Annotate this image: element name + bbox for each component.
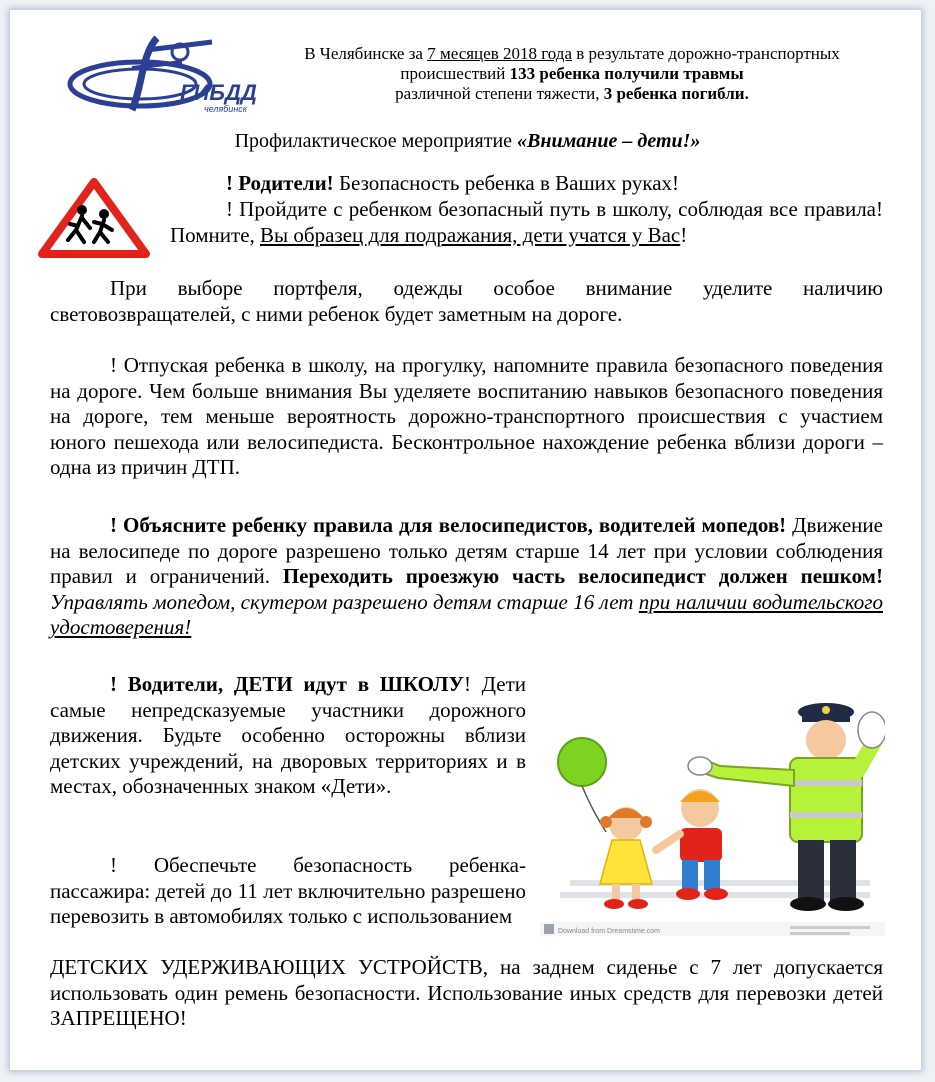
header-text-3: различной степени тяжести, bbox=[395, 84, 604, 103]
route-end: ! bbox=[680, 222, 688, 247]
paragraph-passenger bbox=[50, 853, 526, 930]
paragraph-reflectors bbox=[50, 276, 883, 327]
paragraph-child-seats bbox=[50, 955, 883, 1032]
logo-text: ГИБДД bbox=[180, 80, 257, 105]
passenger-text-1: ! Обеспечьте безопасность ребенка-пассажира: детей до 11 лет включительно разрешено перевозить в автомобилях только с использованием bbox=[50, 853, 526, 929]
route-role-model: Вы образец для подражания, дети учатся у Вас bbox=[260, 222, 681, 247]
drivers-bold: ! Водители, ДЕТИ идут в ШКОЛУ bbox=[110, 672, 464, 696]
header-period: 7 месяцев 2018 года bbox=[427, 44, 572, 63]
passenger-text-2: ДЕТСКИХ УДЕРЖИВАЮЩИХ УСТРОЙСТВ, на заднем сиденье с 7 лет допускается использовать один ремень безопасности. Использование иных средств для перевозки детей ЗАПРЕЩЕНО! bbox=[50, 955, 883, 1031]
parents-bold: ! Родители! bbox=[226, 171, 334, 195]
bike-text-1: Движение на велосипеде по дороге разрешено только детям старше 14 лет при условии соблюдения правил и ограничений. bbox=[50, 513, 883, 589]
drivers-text: ! Дети самые непредсказуемые участники дорожного движения. Будьте особенно осторожны вблизи детских учреждений, на дворовых территориях и в местах, обозначенных знаком «Дети». bbox=[50, 672, 526, 799]
route-text: ! Пройдите с ребенком безопасный путь в школу, соблюдая все правила! Помните, bbox=[170, 197, 883, 247]
traffic-officer-with-children-icon bbox=[540, 700, 885, 945]
logo-subtext: челябинск bbox=[204, 104, 248, 114]
bike-bold-2: Переходить проезжую часть велосипедист должен пешком! bbox=[282, 564, 883, 589]
paragraph-cyclists bbox=[50, 513, 883, 641]
title-plain: Профилактическое мероприятие bbox=[234, 130, 518, 152]
header-injured: 133 ребенка получили травмы bbox=[509, 64, 744, 83]
title-event: «Внимание – дети!» bbox=[517, 130, 701, 152]
header-statistics bbox=[262, 44, 882, 104]
bike-license: при наличии водительского удостоверения! bbox=[50, 589, 883, 640]
gibdd-logo-icon bbox=[62, 28, 262, 114]
bike-bold-1: ! Объясните ребенку правила для велосипедистов, водителей мопедов! bbox=[110, 513, 787, 537]
header-killed: 3 ребенка погибли. bbox=[603, 84, 749, 103]
parents-text: Безопасность ребенка в Ваших руках! bbox=[333, 171, 680, 195]
children-crossing-sign-icon bbox=[38, 178, 150, 258]
illustration-watermark: Download from Dreamstime.com bbox=[558, 928, 660, 935]
header-text-1: В Челябинске за bbox=[304, 44, 428, 63]
paragraph-release-child bbox=[50, 353, 883, 481]
paragraph-safe-route bbox=[170, 197, 883, 248]
paragraph-parents bbox=[226, 171, 886, 197]
header-text-2: в результате дорожно-транспортных происшествий bbox=[400, 44, 840, 83]
release-text: ! Отпуская ребенка в школу, на прогулку, напомните правила безопасного поведения на дороге. Чем больше внимания Вы уделяете воспитанию навыков безопасного поведения на дороге, тем меньше вероятность дорожно-транспортного происшествия с участием юного пешехода или велосипедиста. Бесконтрольное нахождение ребенка вблизи дороги – одна из причин ДТП. bbox=[50, 353, 883, 480]
backpack-text: При выборе портфеля, одежды особое внимание уделите наличию световозвращателей, с ними ребенок будет заметным на дороге. bbox=[50, 276, 883, 326]
paragraph-drivers bbox=[50, 672, 526, 800]
page-title bbox=[0, 130, 935, 153]
bike-italic: Управлять мопедом, скутером разрешено детям старше 16 лет bbox=[50, 589, 639, 614]
